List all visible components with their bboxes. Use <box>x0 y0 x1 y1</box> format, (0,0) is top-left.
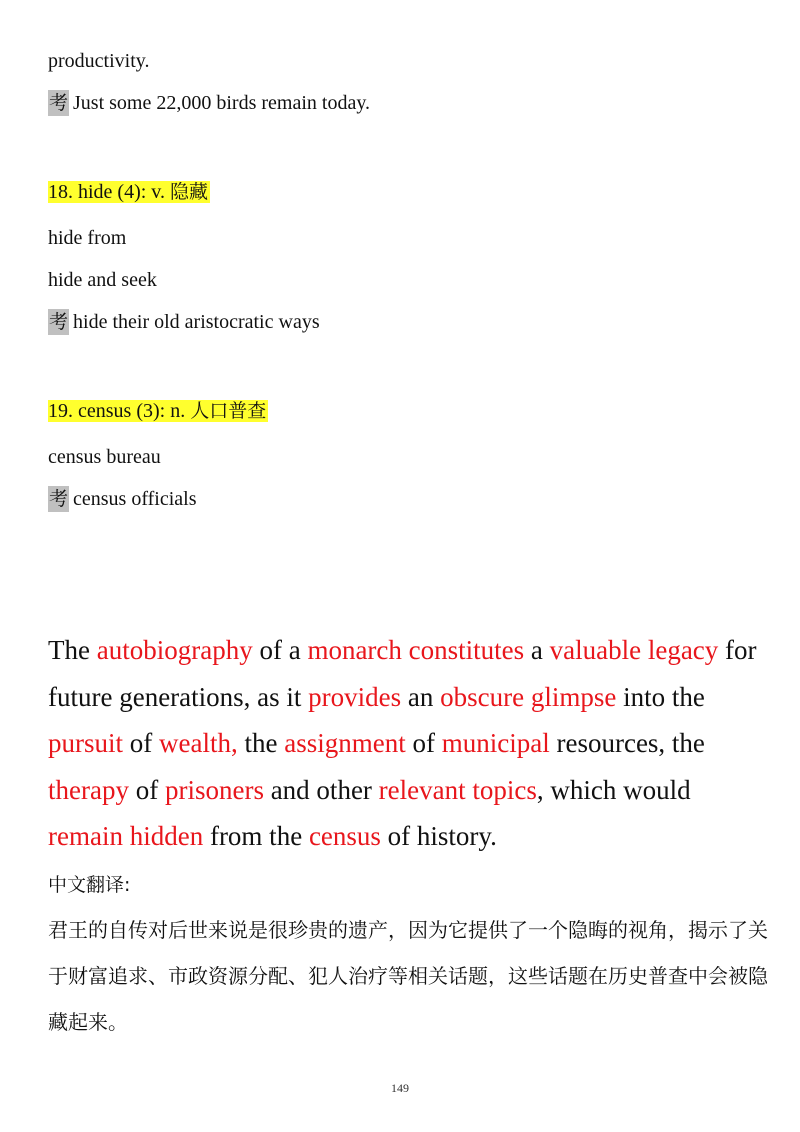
entry-heading-18 <box>48 178 210 206</box>
english-paragraph <box>48 627 768 860</box>
para-text: of <box>123 728 160 758</box>
para-text: of <box>128 774 165 805</box>
keyword: wealth, <box>159 728 238 758</box>
example-text: hide their old aristocratic ways <box>73 311 320 333</box>
keyword: pursuit <box>48 728 124 758</box>
para-text: for future generations, as it <box>48 635 757 712</box>
heading-english: 18. hide (4): v. <box>48 181 166 203</box>
example-line <box>48 486 197 512</box>
keyword: autobiography <box>96 635 253 665</box>
para-text: resources, the <box>549 728 705 758</box>
keyword: monarch constitutes <box>307 635 525 665</box>
keyword: relevant topics <box>378 774 537 805</box>
example-text: census officials <box>73 488 197 510</box>
keyword: valuable legacy <box>549 635 719 665</box>
keyword: obscure glimpse <box>440 681 617 712</box>
highlighted-heading <box>48 181 210 203</box>
chinese-translation: 君王的自传对后世来说是很珍贵的遗产，因为它提供了一个隐晦的视角，揭示了关于财富追求、市政资源分配、犯人治疗等相关话题，这些话题在历史普查中会被隐藏起来。 <box>48 918 768 1034</box>
keyword: therapy <box>48 774 129 805</box>
highlighted-heading <box>48 400 268 422</box>
para-text: and other <box>263 774 379 805</box>
exam-mark: 考 <box>49 92 69 114</box>
keyword: remain hidden <box>48 821 204 851</box>
para-text: into the <box>616 681 705 712</box>
phrase-line: hide and seek <box>48 269 157 291</box>
para-text: , which would <box>536 774 691 805</box>
example-line <box>48 90 370 116</box>
para-text: of history. <box>380 821 497 851</box>
example-line <box>48 309 320 335</box>
para-text: from the <box>203 821 309 851</box>
keyword: census <box>308 821 381 851</box>
para-text: The <box>48 635 97 665</box>
heading-chinese: 人口普查 <box>190 400 267 422</box>
keyword: assignment <box>284 728 406 758</box>
para-text: of a <box>252 635 308 665</box>
entry-heading-19 <box>48 397 268 425</box>
keyword: provides <box>308 681 402 712</box>
heading-chinese: 隐藏 <box>170 181 209 203</box>
keyword: prisoners <box>164 774 264 805</box>
phrase-line: hide from <box>48 227 127 249</box>
exam-mark: 考 <box>49 311 69 333</box>
translation-label: 中文翻译: <box>48 874 131 896</box>
para-text: the <box>237 728 285 758</box>
para-text: an <box>401 681 441 712</box>
para-text: of <box>405 728 442 758</box>
text-line: productivity. <box>48 50 150 72</box>
heading-english: 19. census (3): n. <box>48 400 186 422</box>
para-text: a <box>524 635 550 665</box>
example-text: Just some 22,000 birds remain today. <box>73 92 371 114</box>
phrase-line: census bureau <box>48 446 161 468</box>
keyword: municipal <box>441 728 550 758</box>
exam-mark: 考 <box>49 488 69 510</box>
page-number: 149 <box>391 1081 409 1095</box>
